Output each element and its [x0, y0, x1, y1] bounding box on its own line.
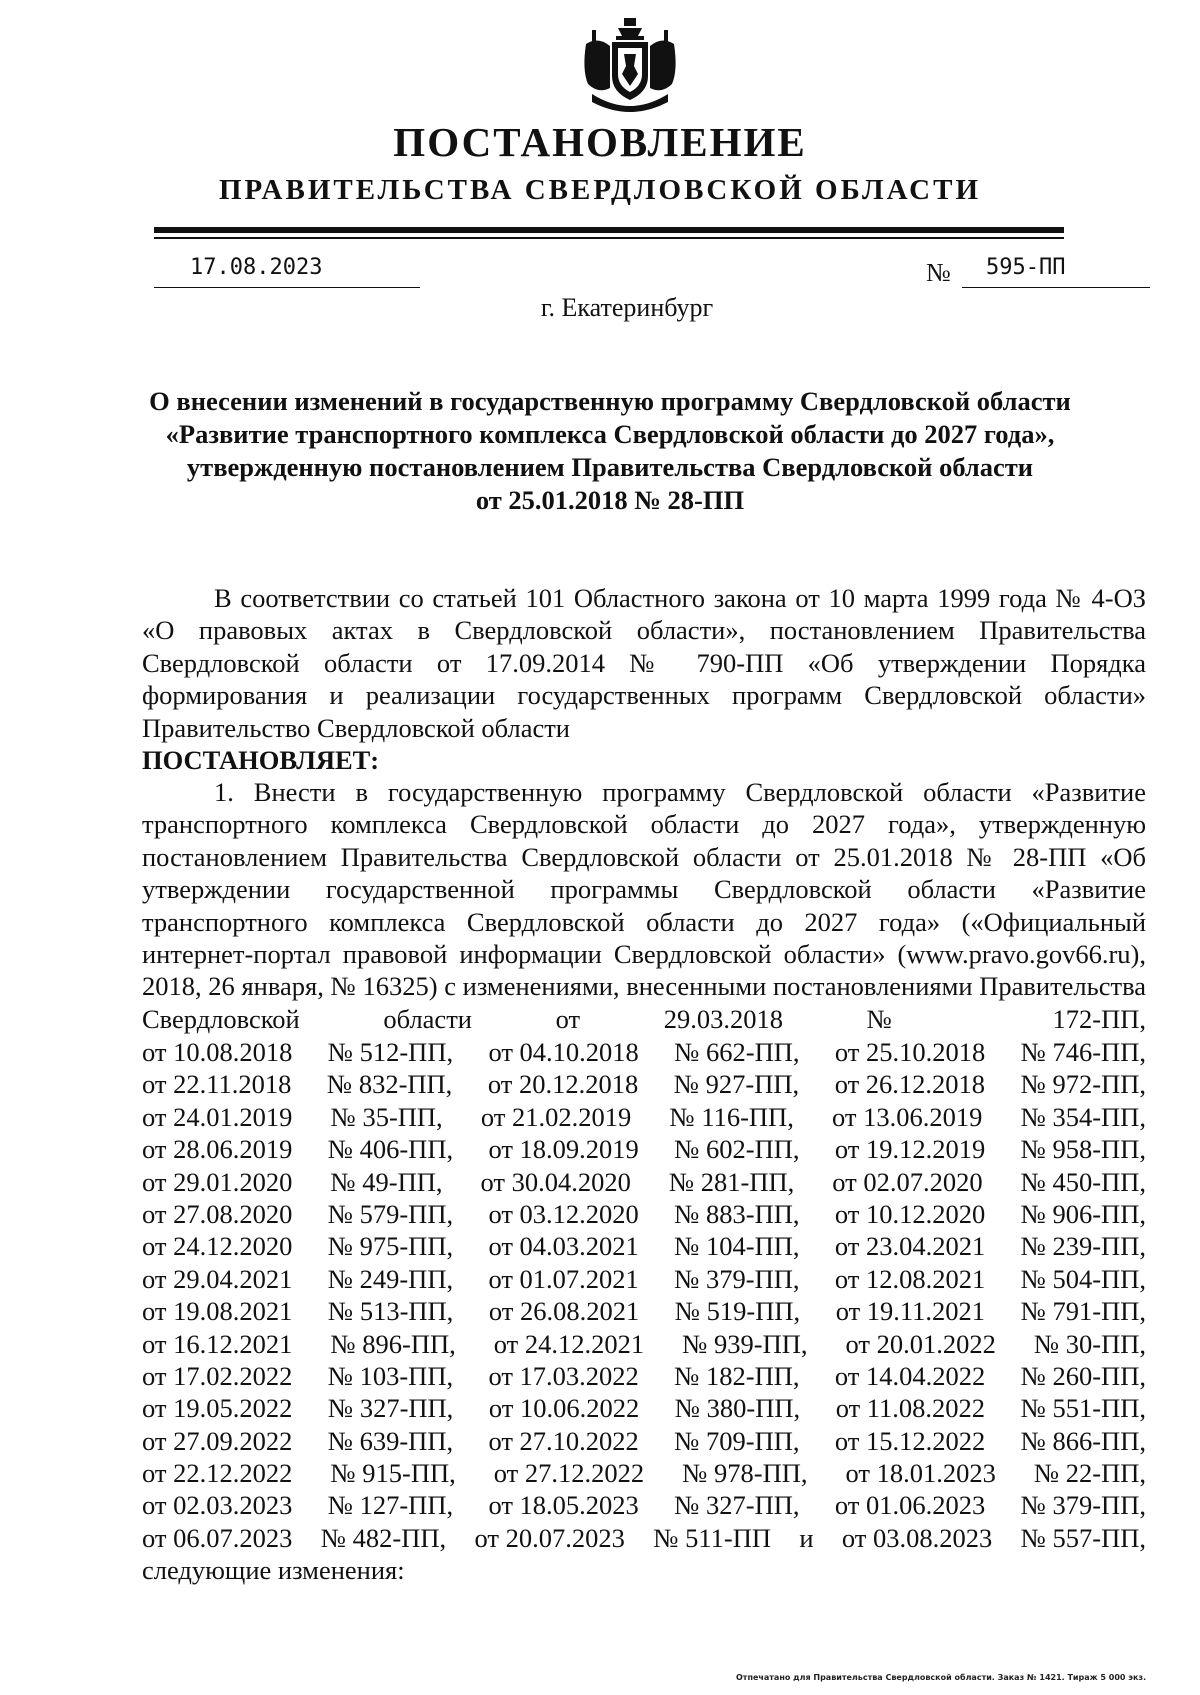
amendment-cell: от 23.04.2021 [834, 1231, 986, 1262]
amendment-cell: № 104-ПП, [674, 1231, 800, 1262]
amendment-cell: от 11.08.2022 [835, 1393, 986, 1424]
amendment-cell: и [799, 1522, 814, 1553]
amendment-cell: № 866-ПП, [1020, 1425, 1146, 1456]
amendment-cell: № 260-ПП, [1020, 1360, 1146, 1391]
print-footer: Отпечатано для Правительства Свердловской области. Заказ № 1421. Тираж 5 000 экз. [736, 1673, 1147, 1682]
heading-line: от 25.01.2018 № 28-ПП [475, 485, 745, 515]
amendment-cell: № 579-ПП, [327, 1198, 454, 1229]
amendment-cell: № 939-ПП, [682, 1328, 808, 1359]
amendment-cell: от 29.01.2020 [142, 1166, 293, 1197]
amendment-cell: от 01.06.2023 [834, 1490, 986, 1521]
amendment-cell: № 127-ПП, [327, 1490, 454, 1521]
amendment-cell: № 927-ПП, [673, 1069, 800, 1100]
amendment-cell: № 30-ПП, [1033, 1328, 1146, 1359]
amendment-cell: № 975-ПП, [327, 1231, 454, 1262]
amendment-cell: от 03.08.2023 [841, 1522, 993, 1553]
amendment-cell: от 20.01.2022 [845, 1328, 996, 1359]
amendment-cell: от 19.12.2019 [834, 1134, 986, 1165]
amendment-cell: № 746-ПП, [1020, 1037, 1146, 1067]
amendment-cell: от 17.03.2022 [488, 1360, 639, 1391]
amendment-cell: от 20.12.2018 [487, 1069, 639, 1100]
amendment-cell: от 15.12.2022 [834, 1425, 986, 1456]
amendment-cell: от 17.02.2022 [142, 1360, 293, 1391]
document-subtitle: ПРАВИТЕЛЬСТВА СВЕРДЛОВСКОЙ ОБЛАСТИ [218, 174, 982, 206]
amendment-cell: № 551-ПП, [1020, 1393, 1146, 1424]
document-date: 17.08.2023 [154, 255, 420, 288]
amendment-cell: № 249-ПП, [327, 1263, 454, 1294]
amendment-cell: от 27.10.2022 [488, 1425, 639, 1456]
amendment-cell: № 379-ПП, [1020, 1490, 1146, 1521]
document-title: ПОСТАНОВЛЕНИЕ [393, 119, 807, 165]
amendment-cell: № 915-ПП, [330, 1458, 456, 1489]
amendment-cell: от 27.12.2022 [493, 1458, 645, 1489]
amendment-cell: № 978-ПП, [682, 1458, 808, 1489]
amendment-cell: от 13.06.2019 [832, 1101, 983, 1132]
preamble-paragraph: В соответствии со статьей 101 Областного закона от 10 марта 1999 года № 4-ОЗ «О правовых актах в Свердловской области», постановлением Правительства Свердловской области от 17.09.2014 № 790-ПП «Об утверждении Порядка формирования и реализации государственных программ Свердловской области» Правительство Свердловской области [142, 583, 1146, 743]
amendment-cell: от 20.07.2023 [474, 1522, 625, 1553]
amendment-cell: от 27.08.2020 [142, 1198, 293, 1229]
amendment-row [142, 1230, 1146, 1262]
amendment-cell: от 12.08.2021 [834, 1263, 986, 1294]
amendment-cell: № 380-ПП, [674, 1393, 801, 1424]
amendment-row [142, 1198, 1146, 1230]
item-1-paragraph: 1. Внести в государственную программу Свердловской области «Развитие транспортного комплекса Свердловской области до 2027 года», утвержденную постановлением Правительства Свердловской области от 25.01.2018 № 28-ПП «Об утверждении государственной программы Свердловской области «Развитие транспортного комплекса Свердловской области до 2027 года» («Официальный интернет-портал правовой информации Свердловской области» (www.pravo.gov66.ru), 2018, 26 января, № 16325) с изменениями, внесенными постановлениями Правительства Свердловской области от 29.03.2018 № 172-ПП, [142, 777, 1146, 1034]
amendment-cell: от 10.06.2022 [488, 1393, 640, 1424]
amendment-cell: № 791-ПП, [1020, 1296, 1146, 1327]
amendment-cell: от 02.03.2023 [142, 1490, 293, 1521]
amendment-row [142, 1489, 1146, 1521]
amendment-cell: № 354-ПП, [1020, 1101, 1146, 1132]
amendment-cell: № 906-ПП, [1020, 1198, 1146, 1229]
amendment-cell: от 28.06.2019 [142, 1134, 293, 1165]
amendment-cell: от 01.07.2021 [488, 1263, 639, 1294]
amendment-cell: от 24.01.2019 [142, 1101, 293, 1132]
amendment-cell: № 513-ПП, [327, 1296, 454, 1327]
amendment-cell: от 16.12.2021 [142, 1328, 293, 1359]
amendment-cell: № 327-ПП, [674, 1490, 800, 1521]
amendment-cell: № 958-ПП, [1020, 1134, 1146, 1165]
amendment-row [142, 1036, 1146, 1068]
amendment-cell: № 662-ПП, [674, 1037, 800, 1067]
amendment-cell: от 02.07.2020 [832, 1166, 983, 1197]
amendment-cell: № 519-ПП, [674, 1296, 801, 1327]
amendment-row [142, 1425, 1146, 1457]
amendment-row [142, 1360, 1146, 1392]
amendment-cell: от 03.12.2020 [488, 1198, 639, 1229]
amendment-row [142, 1166, 1146, 1198]
amendment-row [142, 1295, 1146, 1327]
decree-word: ПОСТАНОВЛЯЕТ: [142, 745, 380, 775]
amendment-row [142, 1328, 1146, 1360]
amendment-cell: № 972-ПП, [1020, 1069, 1146, 1100]
amendment-cell: от 18.09.2019 [488, 1134, 639, 1165]
amendment-cell: № 482-ПП, [320, 1522, 447, 1553]
amendment-cell: № 182-ПП, [674, 1360, 800, 1391]
amendment-cell: № 239-ПП, [1020, 1231, 1146, 1262]
amendment-cell: № 406-ПП, [327, 1134, 454, 1165]
amendment-cell: № 557-ПП, [1020, 1522, 1146, 1553]
number-label: № [926, 258, 951, 287]
heading-line: «Развитие транспортного комплекса Свердловской области до 2027 года», [165, 419, 1055, 449]
amendment-cell: от 22.12.2022 [142, 1458, 293, 1489]
amendment-cell: № 49-ПП, [330, 1166, 443, 1197]
amendment-row [142, 1263, 1146, 1295]
amendment-cell: № 450-ПП, [1020, 1166, 1146, 1197]
heading-line: О внесении изменений в государственную программу Свердловской области [149, 386, 1071, 416]
amendment-cell: от 26.08.2021 [488, 1296, 640, 1327]
amendment-cell: от 04.10.2018 [488, 1037, 639, 1067]
amendment-row [142, 1457, 1146, 1489]
document-number: 595-ПП [962, 255, 1150, 288]
amendment-cell: от 27.09.2022 [142, 1425, 293, 1456]
amendment-cell: № 639-ПП, [327, 1425, 454, 1456]
amendment-cell: от 19.08.2021 [142, 1296, 293, 1327]
closing-text: следующие изменения: [142, 1555, 405, 1585]
amendment-cell: от 10.08.2018 [142, 1037, 293, 1067]
amendment-cell: № 511-ПП [653, 1522, 771, 1553]
header-divider [154, 227, 1064, 233]
header-divider-thin [154, 237, 1064, 239]
amendment-cell: от 24.12.2020 [142, 1231, 293, 1262]
amendment-cell: от 04.03.2021 [488, 1231, 639, 1262]
amendment-row [142, 1068, 1146, 1100]
amendments-list [142, 1036, 1146, 1554]
amendment-cell: № 512-ПП, [327, 1037, 454, 1067]
amendment-cell: от 21.02.2019 [480, 1101, 632, 1132]
amendment-row [142, 1392, 1146, 1424]
amendment-cell: от 24.12.2021 [493, 1328, 645, 1359]
amendment-cell: от 18.05.2023 [488, 1490, 639, 1521]
amendment-cell: от 19.05.2022 [142, 1393, 293, 1424]
amendment-cell: от 25.10.2018 [834, 1037, 986, 1067]
amendment-cell: от 22.11.2018 [142, 1069, 292, 1100]
amendment-cell: от 26.12.2018 [834, 1069, 986, 1100]
amendment-cell: от 18.01.2023 [845, 1458, 996, 1489]
amendment-row [142, 1133, 1146, 1165]
amendment-cell: от 14.04.2022 [834, 1360, 986, 1391]
amendment-cell: № 35-ПП, [330, 1101, 443, 1132]
amendment-cell: № 896-ПП, [330, 1328, 456, 1359]
amendment-row [142, 1101, 1146, 1133]
amendment-cell: от 19.11.2021 [835, 1296, 986, 1327]
amendment-cell: № 281-ПП, [668, 1166, 795, 1197]
amendment-cell: № 602-ПП, [674, 1134, 800, 1165]
coat-of-arms-icon [578, 14, 682, 118]
amendment-cell: № 379-ПП, [674, 1263, 800, 1294]
document-heading [140, 385, 1080, 517]
amendment-cell: от 06.07.2023 [142, 1522, 293, 1553]
amendment-cell: № 883-ПП, [674, 1198, 800, 1229]
amendment-cell: от 29.04.2021 [142, 1263, 293, 1294]
document-city: г. Екатеринбург [540, 293, 714, 322]
amendment-cell: № 709-ПП, [674, 1425, 800, 1456]
amendment-cell: от 10.12.2020 [834, 1198, 986, 1229]
amendment-cell: от 30.04.2020 [480, 1166, 631, 1197]
amendment-cell: № 103-ПП, [327, 1360, 454, 1391]
amendment-cell: № 116-ПП, [669, 1101, 794, 1132]
heading-line: утвержденную постановлением Правительства Свердловской области [186, 452, 1034, 482]
amendment-cell: № 22-ПП, [1033, 1458, 1146, 1489]
amendment-cell: № 832-ПП, [326, 1069, 453, 1100]
amendment-cell: № 327-ПП, [327, 1393, 454, 1424]
amendment-cell: № 504-ПП, [1020, 1263, 1146, 1294]
amendment-row [142, 1522, 1146, 1554]
